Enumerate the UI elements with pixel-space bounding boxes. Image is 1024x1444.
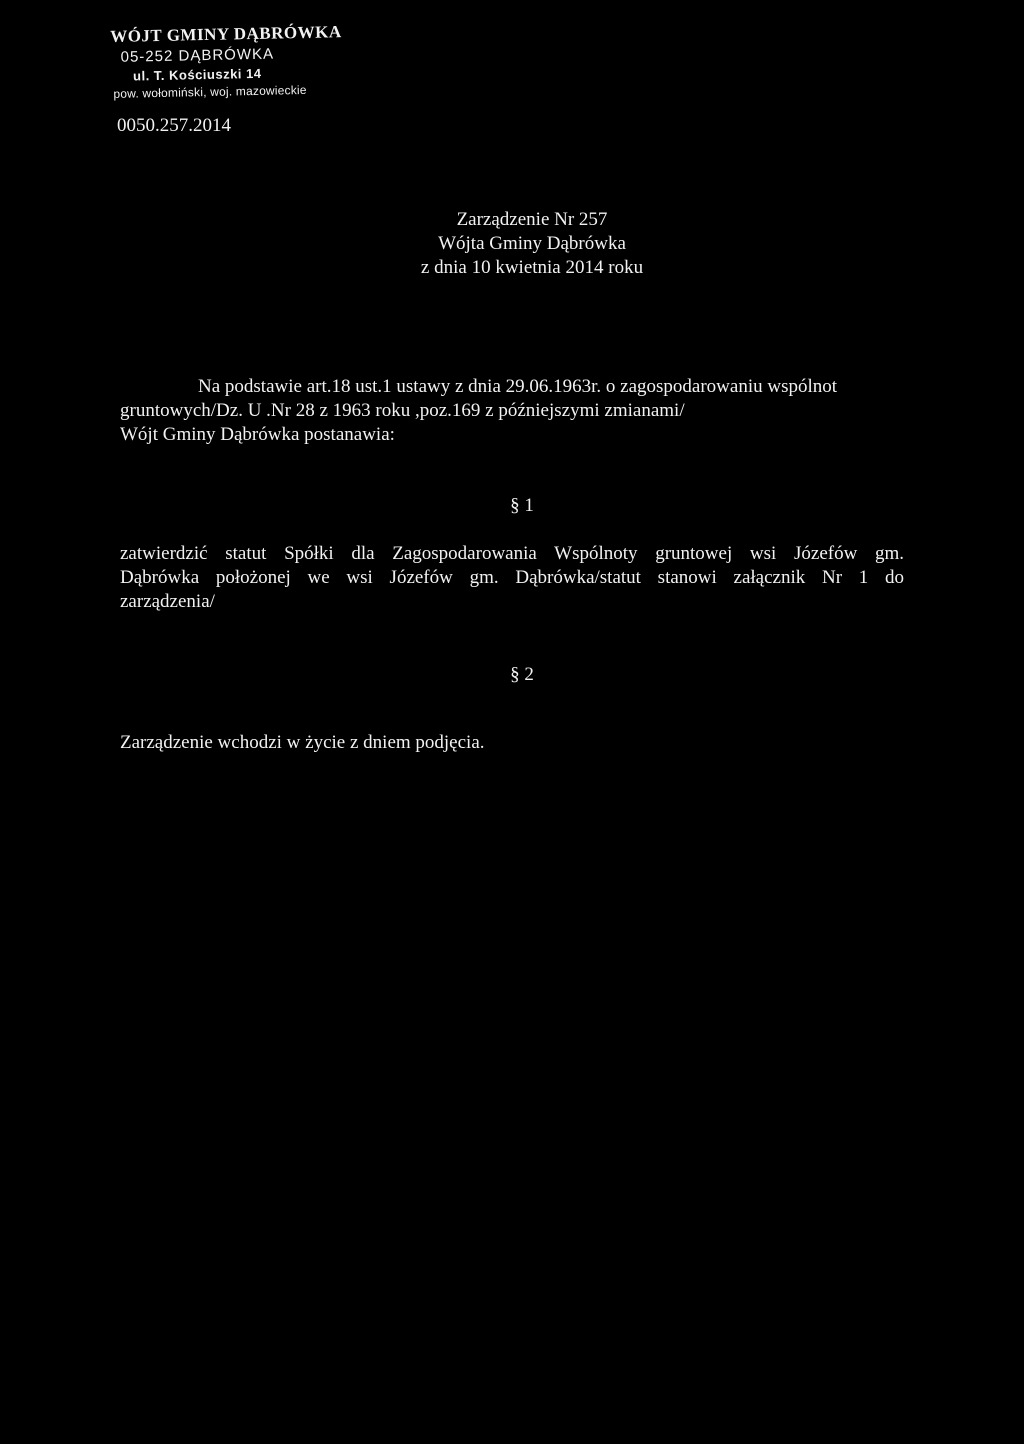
- document-title: [0, 208, 1024, 280]
- preamble: [120, 375, 904, 447]
- section-1-heading: § 1: [510, 495, 534, 516]
- office-stamp: [110, 21, 352, 102]
- reference-number: 0050.257.2014: [117, 115, 231, 136]
- section-1-text: [120, 542, 904, 614]
- section-2-text: Zarządzenie wchodzi w życie z dniem podjęcia.: [120, 732, 485, 753]
- section-1-line-2: Dąbrówka położonej we wsi Józefów gm. Dąbrówka/statut stanowi załącznik Nr 1 do: [120, 567, 904, 588]
- stamp-postal-code: 05-252 DĄBRÓWKA: [120, 45, 275, 66]
- title-line-3: z dnia 10 kwietnia 2014 roku: [420, 257, 644, 278]
- preamble-line-3: Wójt Gminy Dąbrówka postanawia:: [120, 424, 395, 445]
- title-line-2: Wójta Gminy Dąbrówka: [438, 233, 626, 254]
- preamble-line-1: Na podstawie art.18 ust.1 ustawy z dnia 29.06.1963r. o zagospodarowaniu wspólnot: [198, 376, 838, 397]
- stamp-district: pow. wołomiński, woj. mazowieckie: [113, 82, 307, 101]
- title-line-1: Zarządzenie Nr 257: [456, 209, 608, 230]
- section-2-heading: § 2: [510, 664, 534, 685]
- preamble-line-2: gruntowych/Dz. U .Nr 28 z 1963 roku ,poz.169 z późniejszymi zmianami/: [120, 400, 685, 421]
- stamp-street: ul. T. Kościuszki 14: [132, 65, 262, 84]
- stamp-office-name: WÓJT GMINY DĄBRÓWKA: [110, 22, 342, 46]
- section-1-line-1: zatwierdzić statut Spółki dla Zagospodarowania Wspólnoty gruntowej wsi Józefów gm.: [120, 543, 904, 564]
- section-1-line-3: zarządzenia/: [120, 591, 215, 612]
